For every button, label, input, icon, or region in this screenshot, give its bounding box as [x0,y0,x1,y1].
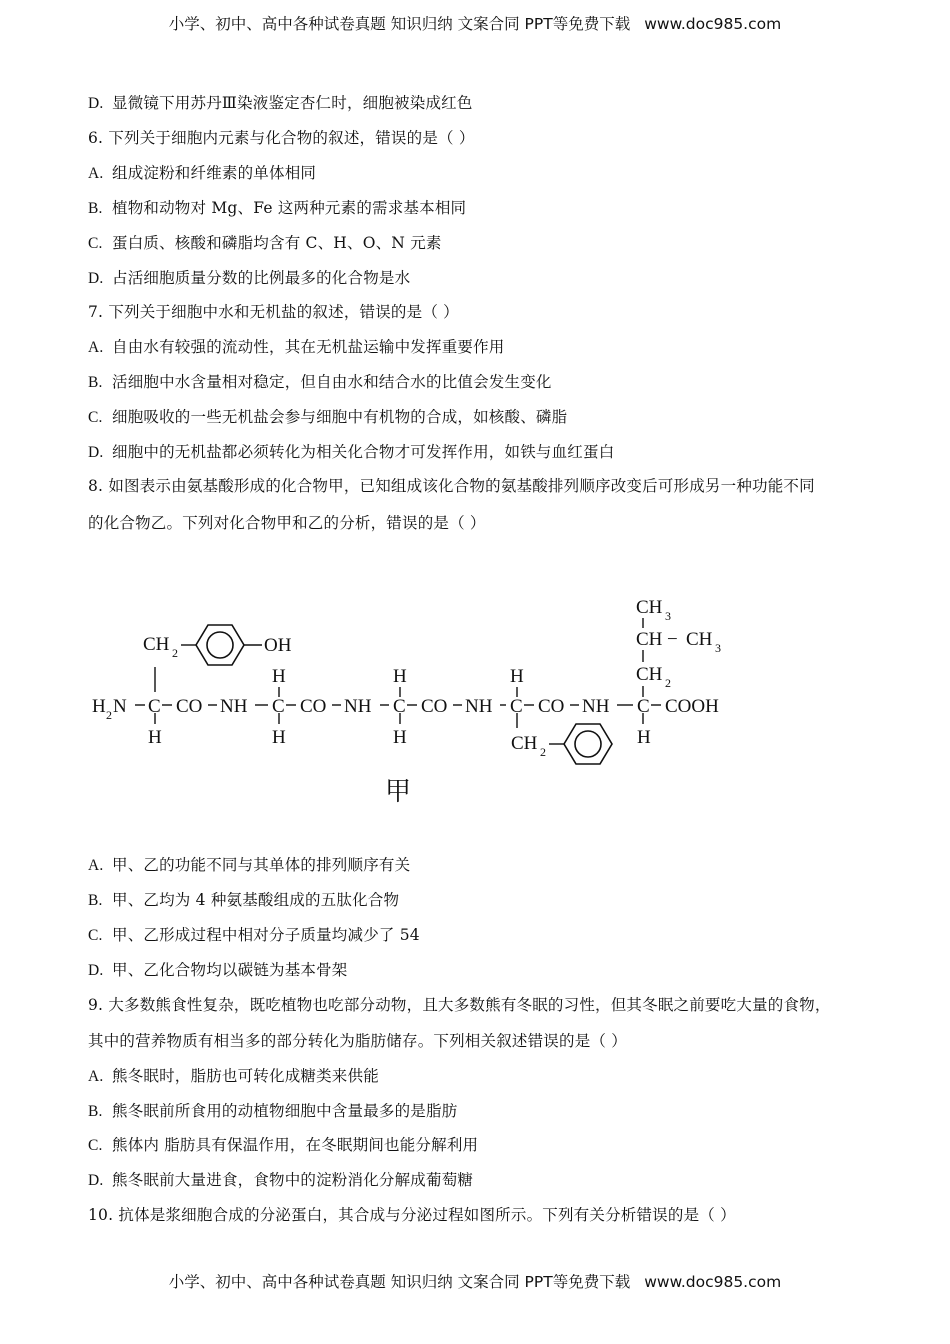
alpha-carbon-4: C [510,696,523,717]
option-c-q8: C. 甲、乙形成过程中相对分子质量均减少了 54 [88,926,420,944]
question-8-line-2: 的化合物乙。下列对化合物甲和乙的分析，错误的是（ ） [88,514,486,532]
option-b-q9: B. 熊冬眠前所食用的动植物细胞中含量最多的是脂肪 [88,1102,458,1120]
option-c-q7: C. 细胞吸收的一些无机盐会参与细胞中有机物的合成，如核酸、磷脂 [88,408,568,426]
option-a-q6: A. 组成淀粉和纤维素的单体相同 [88,164,317,182]
r1-ch-sub: 2 [172,646,178,660]
alpha-carbon-5: C [637,696,650,717]
imino-1: NH [220,696,248,717]
r4-h-above: H [510,666,524,687]
option-d-q6: D. 占活细胞质量分数的比例最多的化合物是水 [88,269,411,287]
r3-h-above: H [393,666,407,687]
r5-h-below: H [637,727,651,748]
option-a-q8: A. 甲、乙的功能不同与其单体的排列顺序有关 [88,856,411,874]
amino-h-subscript: 2 [106,708,112,722]
question-6: 6. 下列关于细胞内元素与化合物的叙述，错误的是（ ） [88,129,475,147]
option-d-q5: D. 显微镜下用苏丹Ⅲ染液鉴定杏仁时，细胞被染成红色 [88,94,473,112]
r5-ch2: CH [636,664,663,685]
alpha-carbon-1: C [148,696,161,717]
r1-h-below: H [148,727,162,748]
question-8-line-1: 8. 如图表示由氨基酸形成的化合物甲，已知组成该化合物的氨基酸排列顺序改变后可形成另一种功能不同 [88,477,815,495]
option-d-q8: D. 甲、乙化合物均以碳链为基本骨架 [88,961,348,979]
option-b-q6: B. 植物和动物对 Mg、Fe 这两种元素的需求基本相同 [88,199,467,217]
amino-h: H [92,696,106,717]
r2-h-below: H [272,727,286,748]
r1-ch: CH [143,634,170,655]
option-c-q9: C. 熊体内 脂肪具有保温作用，在冬眠期间也能分解利用 [88,1136,479,1154]
phenyl-ring [564,724,612,764]
header-text: 小学、初中、高中各种试卷真题 知识归纳 文案合同 PPT等免费下载 [168,15,631,33]
r5-ch3-side: CH [686,629,713,650]
alpha-carbon-3: C [393,696,406,717]
hydroxyl-group: OH [264,635,292,656]
imino-4: NH [582,696,610,717]
header-url[interactable]: www.doc985.com [644,15,782,33]
option-a-q7: A. 自由水有较强的流动性，其在无机盐运输中发挥重要作用 [88,338,505,356]
r4-ch: CH [511,733,538,754]
carbonyl-1: CO [176,696,203,717]
r5-ch: CH [636,629,663,650]
imino-2: NH [344,696,372,717]
r5-ch3-top: CH [636,597,663,618]
carbonyl-4: CO [538,696,565,717]
question-9-line-2: 其中的营养物质有相当多的部分转化为脂肪储存。下列相关叙述错误的是（ ） [88,1032,627,1050]
question-7: 7. 下列关于细胞中水和无机盐的叙述，错误的是（ ） [88,303,459,321]
figure-caption: 甲 [385,777,412,806]
carbonyl-3: CO [421,696,448,717]
page-footer [0,1270,950,1292]
carbonyl-2: CO [300,696,327,717]
option-c-q6: C. 蛋白质、核酸和磷脂均含有 C、H、O、N 元素 [88,234,442,252]
footer-text: 小学、初中、高中各种试卷真题 知识归纳 文案合同 PPT等免费下载 [168,1273,631,1291]
r4-ch-sub: 2 [540,745,546,759]
r5-dash: − [667,629,678,650]
amino-n: N [113,696,127,717]
question-10: 10. 抗体是浆细胞合成的分泌蛋白，其合成与分泌过程如图所示。下列有关分析错误的是（ ） [88,1206,736,1224]
option-d-q9: D. 熊冬眠前大量进食，食物中的淀粉消化分解成葡萄糖 [88,1171,474,1189]
option-b-q7: B. 活细胞中水含量相对稳定，但自由水和结合水的比值会发生变化 [88,373,552,391]
option-a-q9: A. 熊冬眠时，脂肪也可转化成糖类来供能 [88,1067,379,1085]
r2-h-above: H [272,666,286,687]
r5-ch2-sub: 2 [665,676,671,690]
option-d-q7: D. 细胞中的无机盐都必须转化为相关化合物才可发挥作用，如铁与血红蛋白 [88,443,615,461]
r5-ch3-side-sub: 3 [715,641,721,655]
phenol-ring [196,625,244,665]
option-b-q8: B. 甲、乙均为 4 种氨基酸组成的五肽化合物 [88,891,400,909]
r3-h-below: H [393,727,407,748]
r5-ch3-top-sub: 3 [665,609,671,623]
carboxyl-group: COOH [665,696,719,717]
imino-3: NH [465,696,493,717]
alpha-carbon-2: C [272,696,285,717]
footer-url[interactable]: www.doc985.com [644,1273,782,1291]
question-9-line-1: 9. 大多数熊食性复杂，既吃植物也吃部分动物，且大多数熊有冬眠的习性，但其冬眠之前要吃大量的食物， [88,996,831,1014]
